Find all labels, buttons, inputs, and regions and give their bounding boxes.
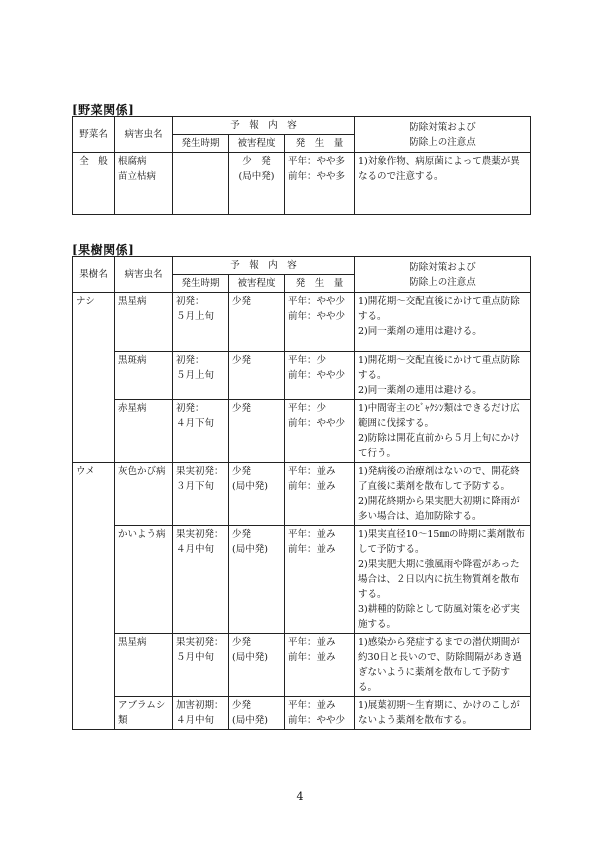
damage-cell: 少 発 (局中発) [229,153,285,215]
amount-cell: 平年：並み 前年：並み [285,526,355,634]
table-row [73,293,531,352]
measures-cell: 1)中間寄主のﾋﾞｬｸｼﾝ類はできるだけ広範囲に伐採する。 2)防除は開花直前から５月上旬にかけて行う。 [355,400,531,463]
crop-cell: 全 般 [73,153,115,215]
header-damage: 被害程度 [229,135,285,153]
amount-cell: 平年：並み 前年：やや少 [285,697,355,730]
damage-cell: 少発 (局中発) [229,634,285,697]
measures-cell: 1)果実直径10～15㎜の時期に薬剤散布して予防する。 2)果実肥大期に強風雨や降雹があった場合は、２日以内に抗生物質剤を散布する。 3)耕種的防除として防風対策を必ず実施する。 [355,526,531,634]
amount-cell: 平年：少 前年：やや少 [285,352,355,400]
header-amount: 発 生 量 [285,135,355,153]
header-measures: 防除対策および 防除上の注意点 [355,257,531,293]
amount-cell: 平年：やや少 前年：やや少 [285,293,355,352]
header-measures: 防除対策および 防除上の注意点 [355,117,531,153]
header-damage: 被害程度 [229,275,285,293]
table-row [73,634,531,697]
pest-cell: 灰色かび病 [115,463,173,526]
pest-cell: 黒斑病 [115,352,173,400]
timing-cell: 初発： ４月下旬 [173,400,229,463]
timing-cell: 果実初発： ４月中旬 [173,526,229,634]
timing-cell: 果実初発： ３月下旬 [173,463,229,526]
header-pest: 病害虫名 [115,257,173,293]
pest-cell: 根腐病 苗立枯病 [115,153,173,215]
timing-cell [173,153,229,215]
measures-cell: 1)開花期～交配直後にかけて重点防除する。 2)同一薬剤の連用は避ける。 [355,352,531,400]
header-crop: 果樹名 [73,257,115,293]
header-pest: 病害虫名 [115,117,173,153]
header-forecast: 予 報 内 容 [173,257,355,275]
header-timing: 発生時期 [173,135,229,153]
timing-cell: 加害初期： ４月中旬 [173,697,229,730]
header-crop: 野菜名 [73,117,115,153]
damage-cell: 少発 (局中発) [229,526,285,634]
amount-cell: 平年：並み 前年：並み [285,634,355,697]
pest-cell: 黒星病 [115,293,173,352]
header-timing: 発生時期 [173,275,229,293]
page-number: 4 [296,790,304,803]
measures-cell: 1)感染から発症するまでの潜伏期間が約30日と長いので、防除間隔があき過ぎないように薬剤を散布して予防する。 [355,634,531,697]
amount-cell: 平年：少 前年：やや少 [285,400,355,463]
header-amount: 発 生 量 [285,275,355,293]
crop-cell: ナシ [73,293,115,463]
amount-cell: 平年：並み 前年：並み [285,463,355,526]
header-forecast: 予 報 内 容 [173,117,355,135]
table-row [73,526,531,634]
measures-cell: 1)発病後の治療剤はないので、開花終了直後に薬剤を散布して予防する。 2)開花終期から果実肥大初期に降雨が多い場合は、追加防除する。 [355,463,531,526]
table-row [73,400,531,463]
pest-cell: 赤星病 [115,400,173,463]
table-row [73,352,531,400]
damage-cell: 少発 (局中発) [229,697,285,730]
timing-cell: 初発： ５月上旬 [173,293,229,352]
damage-cell: 少発 [229,293,285,352]
damage-cell: 少発 (局中発) [229,463,285,526]
table-row [73,463,531,526]
vegetable-section-title: [野菜関係] [72,103,135,117]
table-row [73,153,531,215]
table-row [73,697,531,730]
timing-cell: 果実初発： ５月中旬 [173,634,229,697]
pest-cell: アブラムシ類 [115,697,173,730]
fruit-header-row [73,257,531,275]
measures-cell: 1)展葉初期～生育期に、かけのこしがないよう薬剤を散布する。 [355,697,531,730]
amount-cell: 平年：やや多 前年：やや多 [285,153,355,215]
vegetable-table [72,116,531,215]
pest-cell: かいよう病 [115,526,173,634]
vegetable-header-row [73,117,531,135]
fruit-section-title: [果樹関係] [72,243,135,257]
crop-cell: ウメ [73,463,115,730]
pest-cell: 黒星病 [115,634,173,697]
damage-cell: 少発 [229,400,285,463]
measures-cell: 1)対象作物、病原菌によって農薬が異なるので注意する。 [355,153,531,215]
damage-cell: 少発 [229,352,285,400]
timing-cell: 初発： ５月上旬 [173,352,229,400]
measures-cell: 1)開花期～交配直後にかけて重点防除する。 2)同一薬剤の連用は避ける。 [355,293,531,352]
fruit-table [72,256,531,730]
